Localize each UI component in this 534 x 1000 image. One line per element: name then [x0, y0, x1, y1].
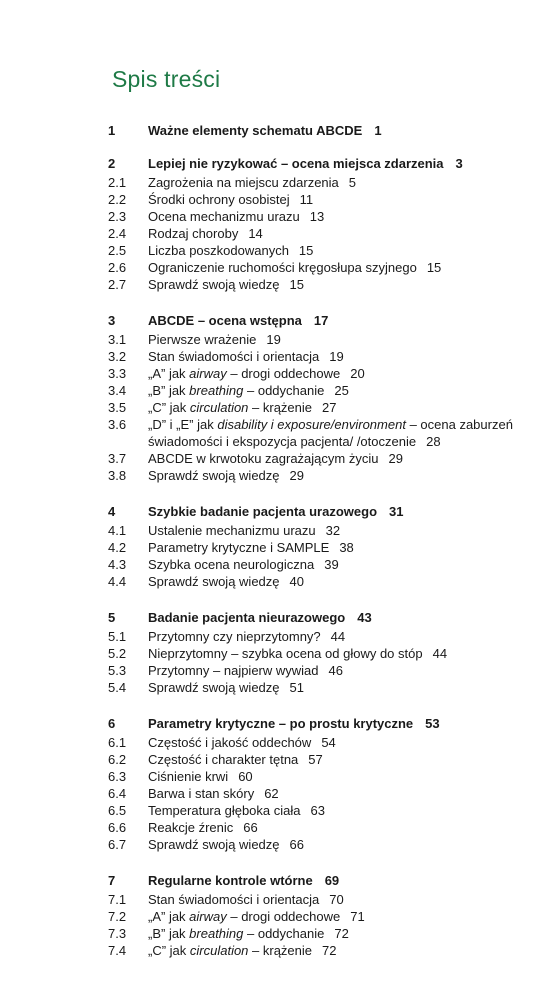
toc-entry: [108, 785, 518, 802]
section-page-number: 51: [289, 680, 304, 695]
section-title-line: [148, 191, 518, 208]
section-title: Rodzaj choroby: [148, 226, 239, 241]
section-title-line: [148, 662, 518, 679]
section-page-number: 66: [289, 837, 304, 852]
section-title: Częstość i charakter tętna: [148, 752, 299, 767]
section-title-line: [148, 522, 518, 539]
toc-entry: [108, 802, 518, 819]
chapter-title-line: [148, 312, 518, 329]
section-page-number: 13: [309, 209, 325, 224]
section-title-prefix: „C” jak: [148, 400, 190, 415]
section-title: Środki ochrony osobistej: [148, 192, 290, 207]
toc-entry: [108, 819, 518, 836]
section-title-line: [148, 556, 518, 573]
section-number: 3.3: [108, 366, 127, 381]
section-number: 6.7: [108, 837, 127, 852]
chapter-heading: [108, 609, 518, 626]
section-number: 2.3: [108, 209, 127, 224]
section-title-line: [148, 836, 518, 853]
section-page-number: 14: [248, 226, 263, 241]
section-title-suffix: – ocena zaburzeń świadomości i ekspozycja pacjenta/ /otoczenie: [148, 417, 513, 449]
section-title-line: [148, 768, 518, 785]
toc-entry: [108, 925, 518, 942]
section-page-number: 60: [238, 769, 253, 784]
section-title-term: circulation: [189, 400, 249, 415]
section-number: 4.3: [108, 557, 127, 572]
section-number: 6.2: [108, 752, 127, 767]
toc-entry: [108, 365, 518, 382]
section-number: 6.6: [108, 820, 127, 835]
toc-entry: [108, 467, 518, 484]
toc-entry: [108, 242, 518, 259]
section-title-line: [148, 225, 518, 242]
section-title: Częstość i jakość oddechów: [148, 735, 312, 750]
chapter-title: Badanie pacjenta nieurazowego: [148, 610, 346, 625]
section-number: 4.4: [108, 574, 127, 589]
section-title: Ograniczenie ruchomości kręgosłupa szyjnego: [148, 260, 417, 275]
section-title-line: [148, 573, 518, 590]
chapter-title: Szybkie badanie pacjenta urazowego: [148, 504, 378, 519]
section-title: Szybka ocena neurologiczna: [148, 557, 315, 572]
chapter-heading: [108, 872, 518, 889]
section-page-number: 15: [289, 277, 304, 292]
section-title-line: [148, 785, 518, 802]
section-title-line: [148, 908, 518, 925]
section-title: Ocena mechanizmu urazu: [148, 209, 300, 224]
toc-entry: [108, 191, 518, 208]
chapter-title: Ważne elementy schematu ABCDE: [148, 123, 363, 138]
chapter-page-number: 43: [357, 610, 372, 625]
section-title-term: breathing: [189, 926, 244, 941]
section-number: 2.6: [108, 260, 127, 275]
section-title-prefix: „C” jak: [148, 943, 190, 958]
section-title: Zagrożenia na miejscu zdarzenia: [148, 175, 339, 190]
section-title-line: [148, 734, 518, 751]
toc-entry: [108, 522, 518, 539]
section-title: Sprawdź swoją wiedzę: [148, 574, 280, 589]
section-title-line: [148, 539, 518, 556]
chapter-title: Parametry krytyczne – po prostu krytyczne: [148, 716, 414, 731]
section-title-line: [148, 628, 518, 645]
section-page-number: 39: [324, 557, 339, 572]
section-page-number: 57: [308, 752, 323, 767]
section-title-line: [148, 925, 518, 942]
section-page-number: 29: [289, 468, 304, 483]
toc-chapter: [108, 715, 518, 853]
toc-entry: [108, 751, 518, 768]
toc-entry: [108, 836, 518, 853]
section-title-line: [148, 679, 518, 696]
table-of-contents: [108, 122, 518, 978]
section-title-line: [148, 259, 518, 276]
section-title-line: [148, 467, 518, 484]
section-number: 4.1: [108, 523, 127, 538]
section-title: ABCDE w krwotoku zagrażającym życiu: [148, 451, 379, 466]
toc-chapter: [108, 609, 518, 696]
section-title: Pierwsze wrażenie: [148, 332, 257, 347]
section-number: 2.5: [108, 243, 127, 258]
section-page-number: 40: [289, 574, 304, 589]
chapter-number: 6: [108, 716, 116, 731]
toc-entry: [108, 348, 518, 365]
section-number: 6.4: [108, 786, 127, 801]
section-number: 6.5: [108, 803, 127, 818]
chapter-page-number: 53: [425, 716, 440, 731]
toc-chapter: [108, 503, 518, 590]
chapter-heading: [108, 715, 518, 732]
section-number: 3.4: [108, 383, 127, 398]
section-title: Ustalenie mechanizmu urazu: [148, 523, 316, 538]
section-page-number: 5: [348, 175, 357, 190]
section-title-line: [148, 802, 518, 819]
section-number: 2.4: [108, 226, 127, 241]
section-title-term: disability i exposure/environment: [217, 417, 406, 432]
section-page-number: 44: [330, 629, 346, 644]
section-title-term: breathing: [189, 383, 244, 398]
section-title: Stan świadomości i orientacja: [148, 349, 320, 364]
section-page-number: 20: [350, 366, 365, 381]
section-number: 5.2: [108, 646, 127, 661]
section-number: 3.2: [108, 349, 127, 364]
toc-entry: [108, 450, 518, 467]
section-title: Reakcje źrenic: [148, 820, 234, 835]
section-page-number: 63: [310, 803, 325, 818]
chapter-page-number: 17: [313, 313, 329, 328]
toc-entry: [108, 908, 518, 925]
section-number: 5.3: [108, 663, 127, 678]
section-page-number: 72: [334, 926, 349, 941]
section-number: 2.1: [108, 175, 127, 190]
toc-entry: [108, 768, 518, 785]
section-page-number: 19: [329, 349, 344, 364]
toc-entry: [108, 276, 518, 293]
chapter-number: 5: [108, 610, 116, 625]
chapter-title-line: [148, 872, 518, 889]
section-page-number: 15: [298, 243, 314, 258]
section-title-line: [148, 751, 518, 768]
section-title-line: [148, 382, 518, 399]
section-title: Liczba poszkodowanych: [148, 243, 289, 258]
section-number: 3.7: [108, 451, 127, 466]
section-title-line: [148, 348, 518, 365]
section-title-line: [148, 242, 518, 259]
toc-entry: [108, 208, 518, 225]
section-page-number: 66: [243, 820, 258, 835]
toc-entry: [108, 573, 518, 590]
section-title: Sprawdź swoją wiedzę: [148, 680, 280, 695]
section-title-prefix: „D” i „E” jak: [148, 417, 218, 432]
toc-entry: [108, 399, 518, 416]
section-title-line: [148, 450, 518, 467]
toc-entry: [108, 891, 518, 908]
section-title: Nieprzytomny – szybka ocena od głowy do stóp: [148, 646, 423, 661]
section-page-number: 62: [264, 786, 279, 801]
section-page-number: 28: [426, 434, 441, 449]
section-number: 6.1: [108, 735, 127, 750]
chapter-title: Lepiej nie ryzykować – ocena miejsca zdarzenia: [148, 156, 444, 171]
section-title-suffix: – drogi oddechowe: [226, 909, 341, 924]
section-page-number: 27: [322, 400, 337, 415]
toc-entry: [108, 259, 518, 276]
chapter-number: 2: [108, 156, 116, 171]
section-title: Przytomny – najpierw wywiad: [148, 663, 319, 678]
section-number: 7.2: [108, 909, 127, 924]
page-title: Spis treści: [112, 66, 221, 92]
chapter-title-line: [148, 122, 518, 139]
toc-entry: [108, 942, 518, 959]
chapter-page-number: 31: [389, 504, 404, 519]
toc-entry: [108, 225, 518, 242]
section-title-line: [148, 942, 518, 959]
section-title-term: airway: [189, 909, 227, 924]
section-title-suffix: – krążenie: [248, 943, 313, 958]
chapter-number: 7: [108, 873, 116, 888]
section-page-number: 25: [334, 383, 349, 398]
section-number: 3.1: [108, 332, 127, 347]
section-title-term: airway: [189, 366, 227, 381]
section-number: 7.3: [108, 926, 127, 941]
section-number: 3.6: [108, 417, 127, 432]
chapter-title-line: [148, 609, 518, 626]
chapter-number: 1: [108, 123, 116, 138]
toc-entry: [108, 174, 518, 191]
section-number: 6.3: [108, 769, 127, 784]
chapter-number: 4: [108, 504, 116, 519]
chapter-heading: [108, 155, 518, 172]
toc-chapter: [108, 122, 518, 139]
section-page-number: 54: [321, 735, 336, 750]
chapter-page-number: 69: [324, 873, 340, 888]
section-title: Temperatura głęboka ciała: [148, 803, 301, 818]
section-title-prefix: „A” jak: [148, 366, 190, 381]
section-title-prefix: „B” jak: [148, 926, 190, 941]
section-page-number: 44: [432, 646, 448, 661]
section-page-number: 11: [299, 192, 314, 207]
toc-entry: [108, 539, 518, 556]
section-number: 7.4: [108, 943, 127, 958]
section-page-number: 32: [325, 523, 341, 538]
section-page-number: 15: [426, 260, 442, 275]
section-title: Barwa i stan skóry: [148, 786, 255, 801]
section-title: Stan świadomości i orientacja: [148, 892, 320, 907]
section-title-line: [148, 331, 518, 348]
section-page-number: 29: [388, 451, 403, 466]
chapter-heading: [108, 503, 518, 520]
section-page-number: 38: [339, 540, 354, 555]
section-title-suffix: – oddychanie: [243, 383, 325, 398]
toc-entry: [108, 331, 518, 348]
section-page-number: 70: [329, 892, 344, 907]
section-title-suffix: – krążenie: [248, 400, 313, 415]
section-number: 7.1: [108, 892, 127, 907]
section-title-line: [148, 891, 518, 908]
toc-chapter: [108, 312, 518, 484]
section-title: Parametry krytyczne i SAMPLE: [148, 540, 330, 555]
toc-entry: [108, 734, 518, 751]
section-number: 3.5: [108, 400, 127, 415]
toc-entry: [108, 645, 518, 662]
chapter-page-number: 1: [374, 123, 382, 138]
chapter-title-line: [148, 503, 518, 520]
section-title-suffix: – oddychanie: [243, 926, 325, 941]
toc-chapter: [108, 872, 518, 959]
chapter-number: 3: [108, 313, 116, 328]
section-title-line: [148, 208, 518, 225]
section-number: 4.2: [108, 540, 127, 555]
toc-chapter: [108, 155, 518, 293]
section-title-line: [148, 645, 518, 662]
section-title-line: [148, 416, 518, 450]
toc-entry: [108, 628, 518, 645]
section-number: 2.2: [108, 192, 127, 207]
section-title-line: [148, 399, 518, 416]
chapter-heading: [108, 312, 518, 329]
toc-entry: [108, 382, 518, 399]
section-page-number: 19: [266, 332, 281, 347]
chapter-title: Regularne kontrole wtórne: [148, 873, 313, 888]
section-title-prefix: „B” jak: [148, 383, 190, 398]
toc-entry: [108, 416, 518, 450]
section-title: Ciśnienie krwi: [148, 769, 229, 784]
toc-entry: [108, 679, 518, 696]
section-title: Sprawdź swoją wiedzę: [148, 277, 280, 292]
section-title-line: [148, 276, 518, 293]
section-number: 2.7: [108, 277, 127, 292]
section-page-number: 72: [322, 943, 337, 958]
section-title-line: [148, 819, 518, 836]
section-title-term: circulation: [189, 943, 249, 958]
section-title: Sprawdź swoją wiedzę: [148, 468, 280, 483]
section-number: 5.1: [108, 629, 127, 644]
section-title-suffix: – drogi oddechowe: [226, 366, 341, 381]
section-title-prefix: „A” jak: [148, 909, 190, 924]
section-page-number: 46: [328, 663, 343, 678]
chapter-page-number: 3: [455, 156, 463, 171]
section-title: Przytomny czy nieprzytomny?: [148, 629, 321, 644]
section-title-line: [148, 365, 518, 382]
chapter-title-line: [148, 715, 518, 732]
section-page-number: 71: [350, 909, 365, 924]
section-number: 3.8: [108, 468, 127, 483]
chapter-title-line: [148, 155, 518, 172]
section-number: 5.4: [108, 680, 127, 695]
chapter-title: ABCDE – ocena wstępna: [148, 313, 302, 328]
section-title-line: [148, 174, 518, 191]
chapter-heading: [108, 122, 518, 139]
toc-entry: [108, 662, 518, 679]
section-title: Sprawdź swoją wiedzę: [148, 837, 280, 852]
toc-entry: [108, 556, 518, 573]
